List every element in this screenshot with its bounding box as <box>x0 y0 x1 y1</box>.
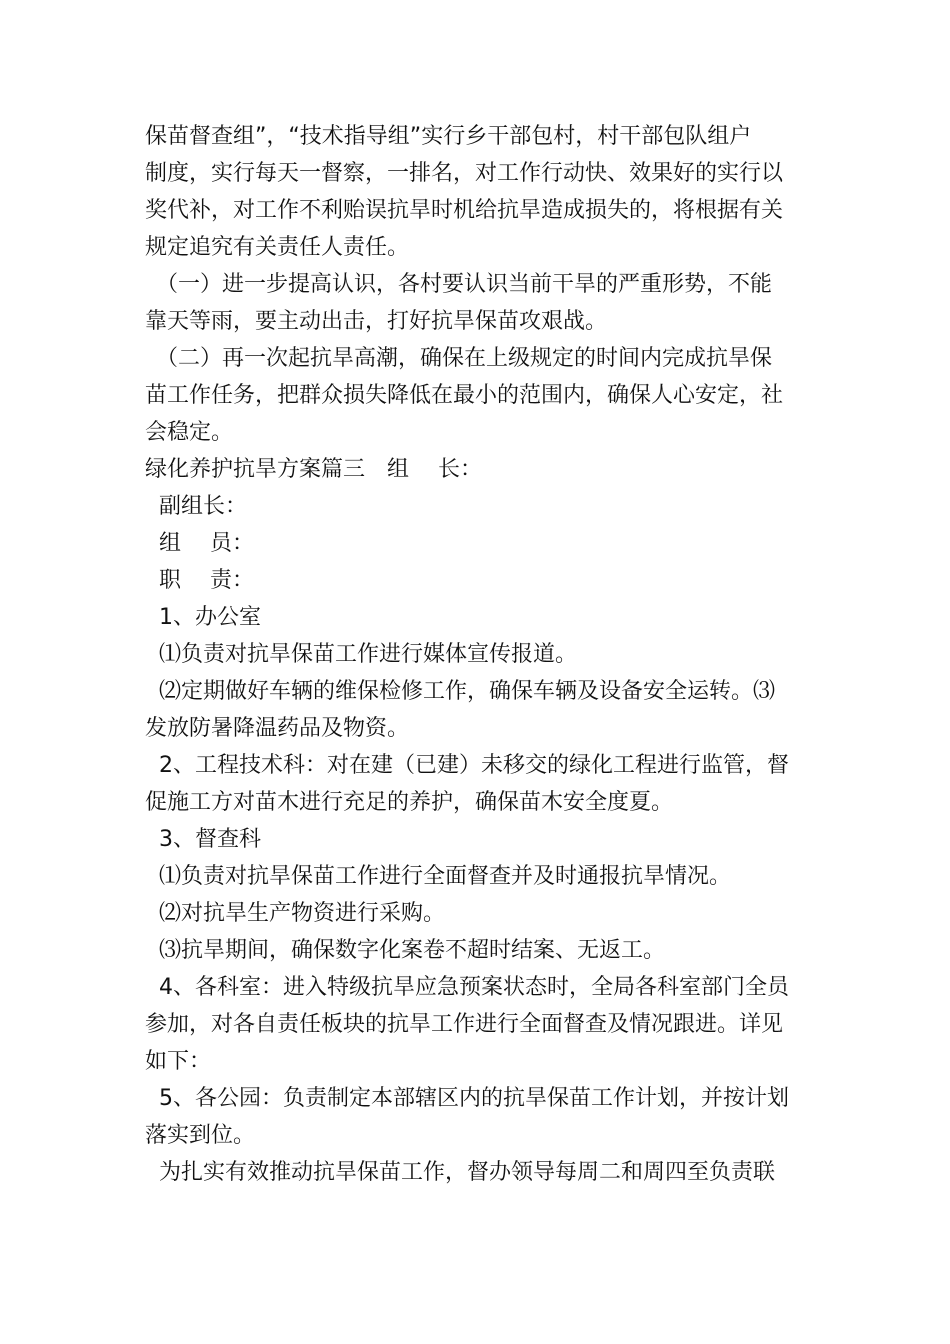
text-line: （一）进一步提高认识，各村要认识当前干旱的严重形势，不能 <box>145 272 773 297</box>
text-line: 苗工作任务，把群众损失降低在最小的范围内，确保人心安定，社 <box>145 383 784 408</box>
text-line: 职 责： <box>145 568 254 593</box>
text-line: 副组长： <box>145 494 247 519</box>
text-line: ⑴负责对抗旱保苗工作进行全面督查并及时通报抗旱情况。 <box>145 864 731 889</box>
text-line: 1、办公室 <box>145 605 261 630</box>
text-line: 如下： <box>145 1049 212 1074</box>
text-line: 4、各科室：进入特级抗旱应急预案状态时，全局各科室部门全员 <box>145 975 789 1000</box>
text-line: 保苗督查组”，“技术指导组”实行乡干部包村，村干部包队组户 <box>145 124 752 149</box>
text-line: 奖代补，对工作不利贻误抗旱时机给抗旱造成损失的，将根据有关 <box>145 198 784 223</box>
text-line: 靠天等雨，要主动出击，打好抗旱保苗攻艰战。 <box>145 309 608 334</box>
text-line: 参加，对各自责任板块的抗旱工作进行全面督查及情况跟进。详见 <box>145 1012 784 1037</box>
text-line: 促施工方对苗木进行充足的养护，确保苗木安全度夏。 <box>145 790 674 815</box>
text-line: ⑴负责对抗旱保苗工作进行媒体宣传报道。 <box>145 642 577 667</box>
text-line: 落实到位。 <box>145 1123 256 1148</box>
text-line: 为扎实有效推动抗旱保苗工作，督办领导每周二和周四至负责联 <box>145 1160 775 1185</box>
text-line: （二）再一次起抗旱高潮，确保在上级规定的时间内完成抗旱保 <box>145 346 773 371</box>
text-line: ⑶抗旱期间，确保数字化案卷不超时结案、无返工。 <box>145 938 665 963</box>
text-line: ⑵对抗旱生产物资进行采购。 <box>145 901 445 926</box>
text-line: 组 员： <box>145 531 254 556</box>
document-body <box>145 118 810 1191</box>
text-line: 制度，实行每天一督察，一排名，对工作行动快、效果好的实行以 <box>145 161 784 186</box>
section-heading: 绿化养护抗旱方案篇三 组 长： <box>145 457 482 482</box>
text-line: 3、督查科 <box>145 827 261 852</box>
text-line: 发放防暑降温药品及物资。 <box>145 716 410 741</box>
text-line: ⑵定期做好车辆的维保检修工作，确保车辆及设备安全运转。⑶ <box>145 679 775 704</box>
text-line: 规定追究有关责任人责任。 <box>145 235 410 260</box>
text-line: 2、工程技术科：对在建（已建）未移交的绿化工程进行监管，督 <box>145 753 789 778</box>
text-line: 会稳定。 <box>145 420 234 445</box>
text-line: 5、各公园：负责制定本部辖区内的抗旱保苗工作计划，并按计划 <box>145 1086 789 1111</box>
